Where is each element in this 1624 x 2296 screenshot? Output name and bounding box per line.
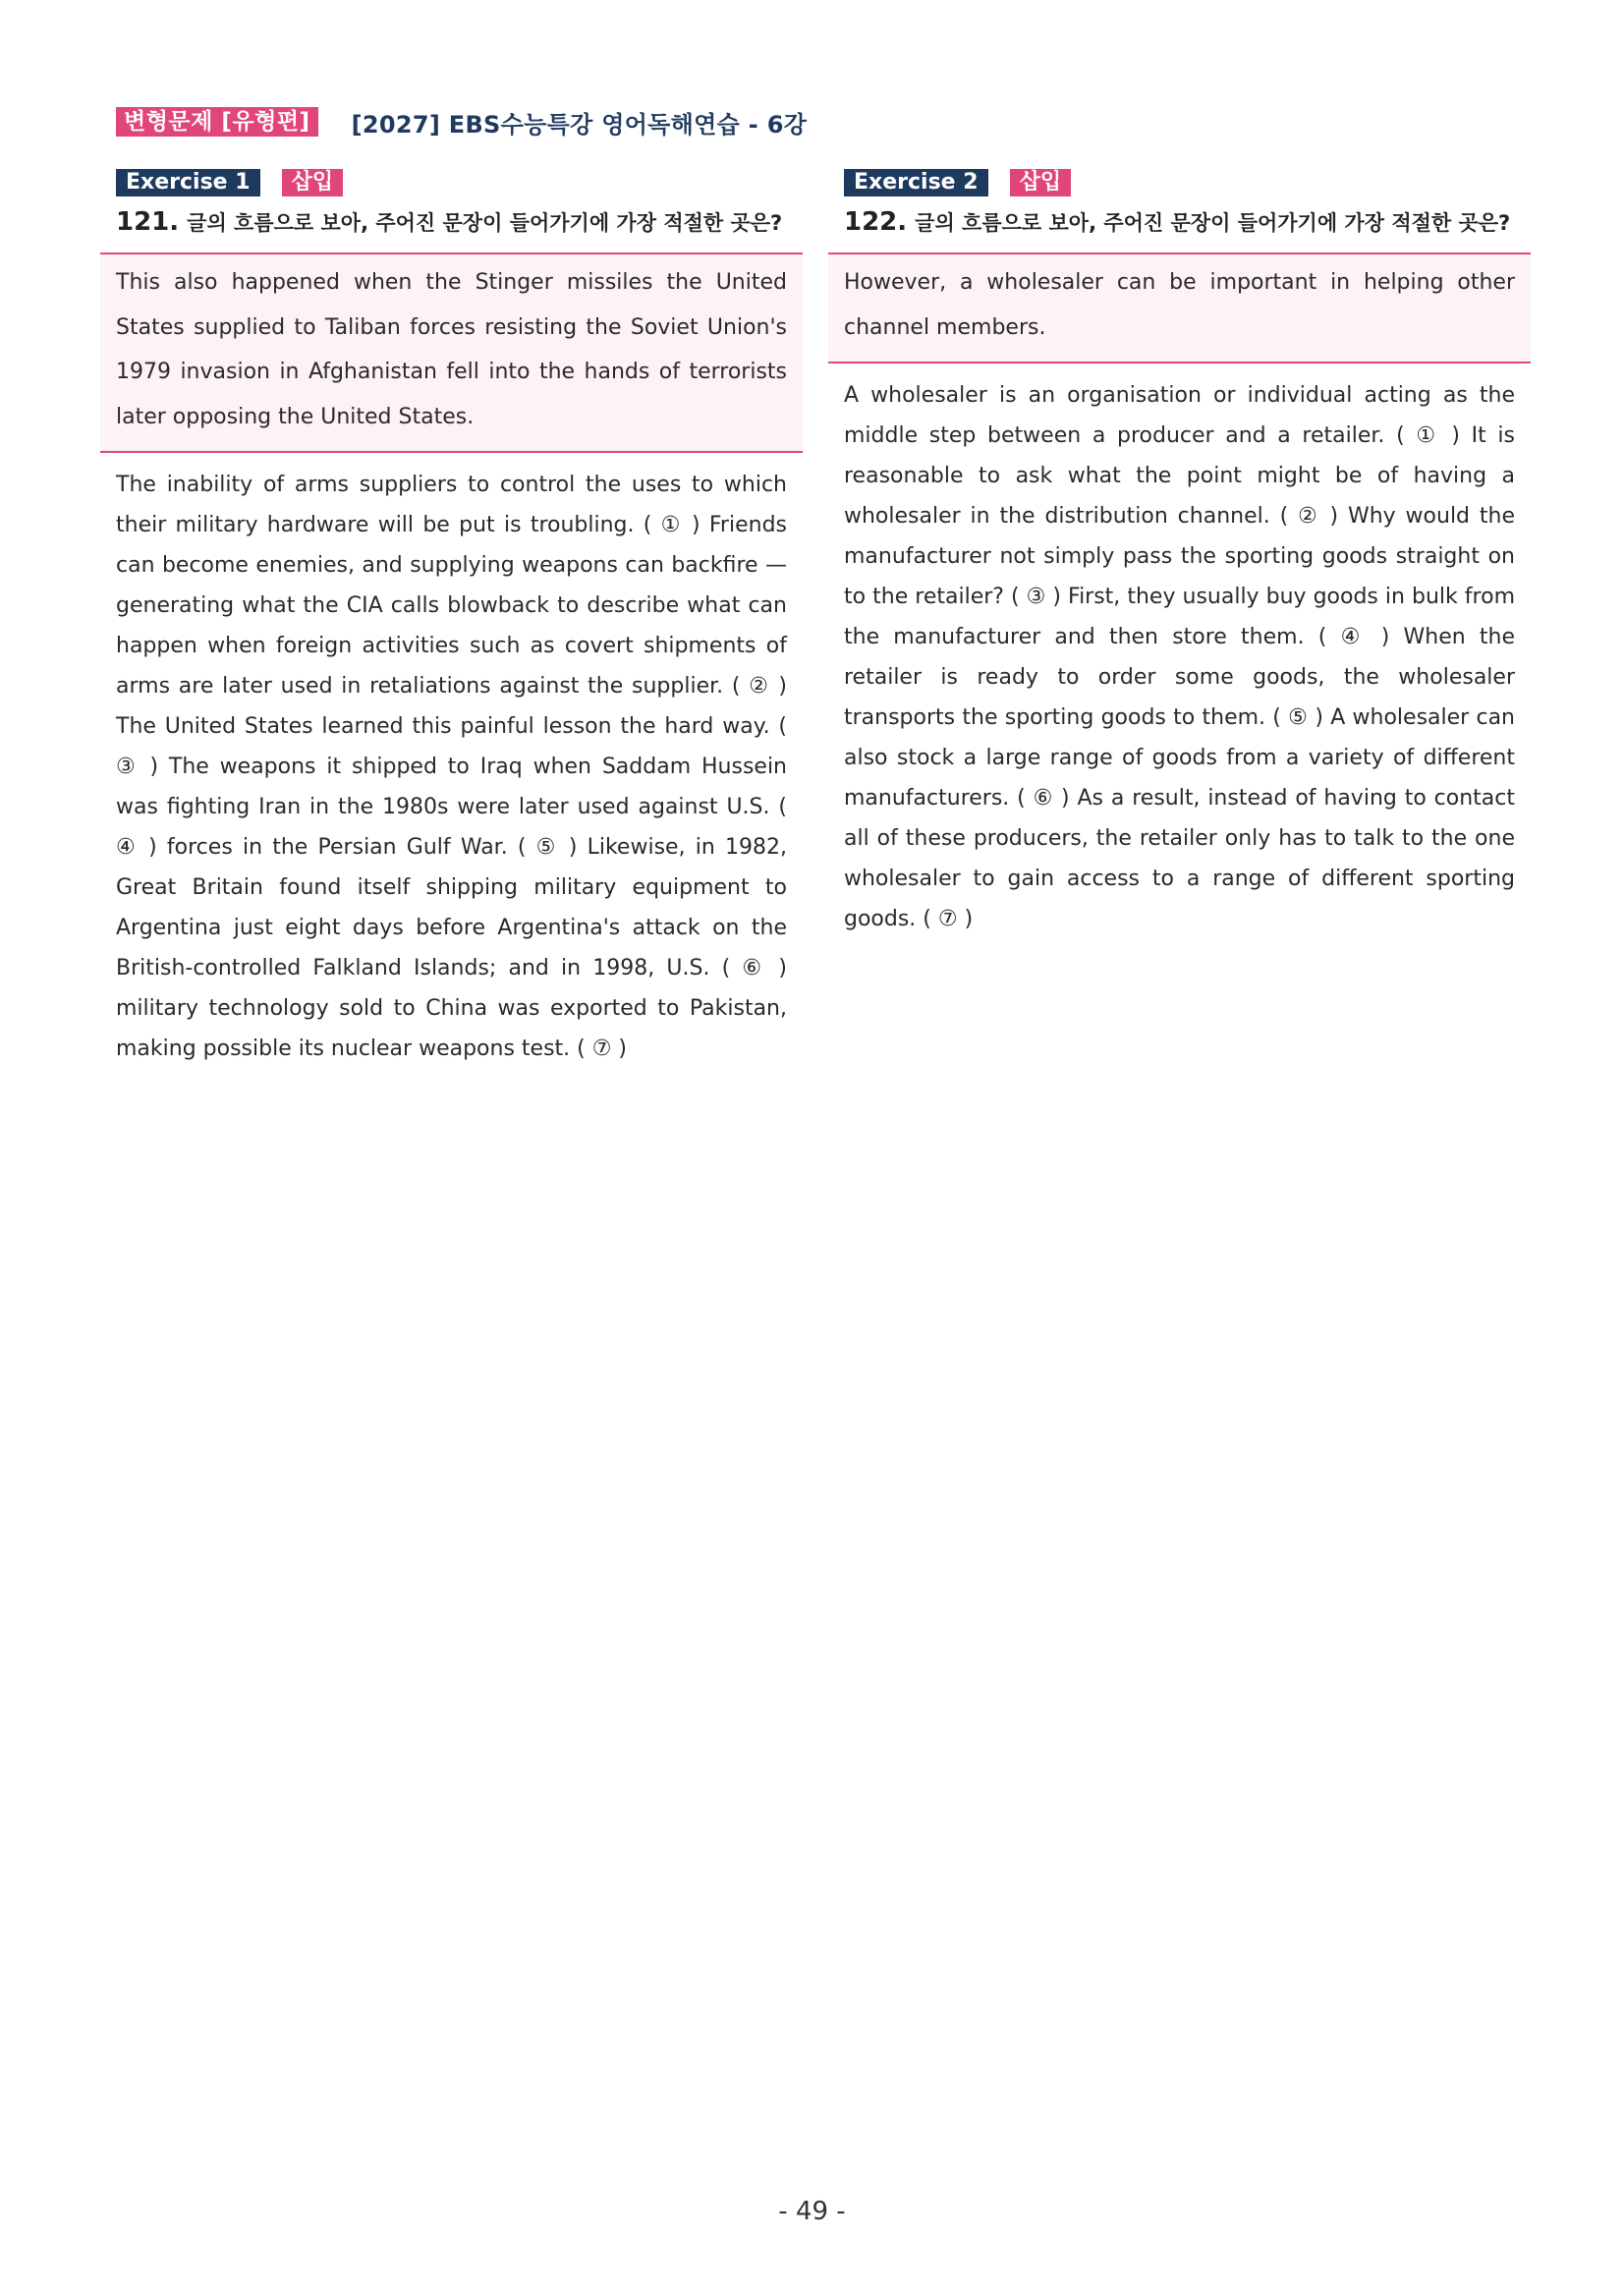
header-title: [2027] EBS수능특강 영어독해연습 - 6강 [351,110,808,139]
exercise-2-type-badge: 삽입 [1010,169,1072,196]
exercise-1-given-sentence: This also happened when the Stinger missiles the United States supplied to Taliban forces resisting the Soviet Union's 1979 invasion in Afghanistan fell into the hands of terrorists later opposing the United States. [100,252,803,453]
exercise-1-question-text: 글의 흐름으로 보아, 주어진 문장이 들어가기에 가장 적절한 곳은? [187,211,783,235]
header-tag: 변형문제 [유형편] [116,107,318,137]
exercise-1-type-badge: 삽입 [282,169,344,196]
exercise-1-question [100,204,803,241]
exercise-2-badge: Exercise 2 [844,169,988,196]
exercise-1-labels [100,169,803,196]
exercise-2-question [828,204,1531,241]
exercise-1-badge: Exercise 1 [116,169,260,196]
exercise-2-number: 122. [844,207,908,237]
exercise-1-number: 121. [116,207,180,237]
exercise-1-passage: The inability of arms suppliers to control the uses to which their military hardware will be put is troubling. ( ① ) Friends can become enemies, and supplying weapons can backfire — generating what the CIA calls blowback to describe what can happen when foreign activities such as covert shipments of arms are later used in retaliations against the supplier. ( ② ) The United States learned this painful lesson the hard way. ( ③ ) The weapons it shipped to Iraq when Saddam Hussein was fighting Iran in the 1980s were later used against U.S. ( ④ ) forces in the Persian Gulf War. ( ⑤ ) Likewise, in 1982, Great Britain found itself shipping military equipment to Argentina just eight days before Argentina's attack on the British-controlled Falkland Islands; and in 1998, U.S. ( ⑥ ) military technology sold to China was exported to Pakistan, making possible its nuclear weapons test. ( ⑦ ) [116,473,787,1061]
exercise-2-question-text: 글의 흐름으로 보아, 주어진 문장이 들어가기에 가장 적절한 곳은? [915,211,1511,235]
exercise-2-labels [828,169,1531,196]
page-header [116,104,807,140]
exercise-2-passage: A wholesaler is an organisation or individual acting as the middle step between a producer and a retailer. ( ① ) It is reasonable to ask what the point might be of having a wholesaler in the distribution channel. ( ② ) Why would the manufacturer not simply pass the sporting goods straight on to the retailer? ( ③ ) First, they usually buy goods in bulk from the manufacturer and then store them. ( ④ ) When the retailer is ready to order some goods, the wholesaler transports the sporting goods to them. ( ⑤ ) A wholesaler can also stock a large range of goods from a variety of different manufacturers. ( ⑥ ) As a result, instead of having to contact all of these producers, the retailer only has to talk to the one wholesaler to gain access to a range of different sporting goods. ( ⑦ ) [844,383,1515,931]
exercise-2 [828,169,1531,939]
page-number: - 49 - [778,2197,846,2226]
exercise-1 [100,169,803,1069]
exercise-2-given-sentence: However, a wholesaler can be important in helping other channel members. [828,252,1531,364]
